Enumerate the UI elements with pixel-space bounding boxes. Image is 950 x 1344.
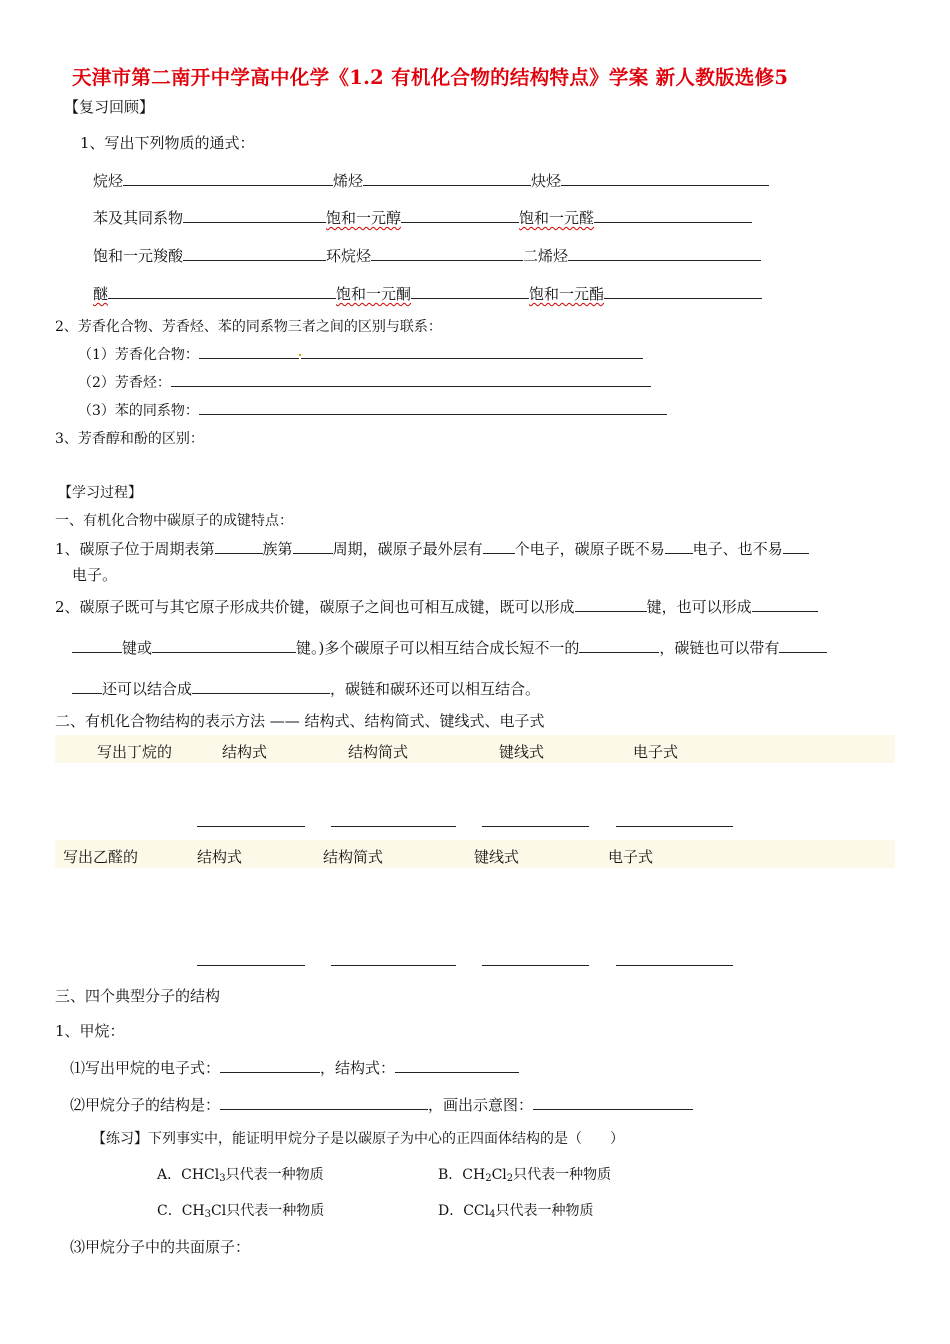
section-3-heading: 三、四个典型分子的结构 [55,987,221,1005]
blank-valence-electrons[interactable] [483,539,515,554]
label-diene: 二烯烃 [523,247,569,265]
butane-blank-lewis[interactable] [616,812,733,827]
butane-col-skeletal: 键线式 [499,743,545,761]
blank-lose[interactable] [783,539,809,554]
formula-row-4 [93,283,762,304]
text: 只代表一种物质 [225,1167,324,1183]
methane-part-2 [70,1094,693,1115]
text: 个电子，碳原子既不易 [514,540,665,558]
blank-alkyne[interactable] [561,171,769,186]
text: C．CH [157,1203,205,1219]
section-1-question-2 [55,596,818,617]
blank-saturated-aldehyde[interactable] [594,208,752,223]
blank-bond-triple[interactable] [152,638,296,653]
section-1-heading: 一、有机化合物中碳原子的成键特点： [55,513,293,529]
label-saturated-ester: 饱和一元酯 [529,285,605,303]
text: ，碳链和碳环还可以相互结合。 [330,680,541,698]
label-alkyne: 炔烃 [531,172,562,190]
blank-benzene-homolog[interactable] [199,402,667,415]
text: ⑴写出甲烷的电子式： [70,1059,221,1077]
question-2-item-3 [78,400,667,420]
subscript: 2 [485,1173,492,1184]
text: Cl只代表一种物质 [211,1203,325,1219]
methane-part-1 [70,1057,519,1078]
blank-bond-double[interactable] [752,597,818,612]
blank-methane-diagram[interactable] [533,1095,693,1110]
butane-blank-skeletal[interactable] [482,812,589,827]
blank-aromatic-hydrocarbon[interactable] [171,374,651,387]
blank-branch-b[interactable] [72,679,102,694]
blank-bond-single[interactable] [575,597,647,612]
text: 1、碳原子位于周期表第 [55,540,215,558]
subscript: 2 [506,1173,514,1184]
section-1-question-2-line-2 [72,637,827,658]
subscript: 4 [489,1209,496,1220]
text: 键。)多个碳原子可以相互结合成长短不一的 [296,639,580,657]
option-d[interactable] [438,1200,594,1220]
question-2-item-1 [78,344,643,364]
acetaldehyde-col-lewis: 电子式 [608,848,654,866]
question-2-item-2 [78,372,651,392]
blank-bond-double-b[interactable] [72,638,122,653]
question-1: 1、写出下列物质的通式： [80,134,255,152]
acetaldehyde-col-structural: 结构式 [197,848,243,866]
text: A．CHCl [157,1167,220,1183]
formula-row-2 [93,207,752,228]
acetaldehyde-blank-condensed[interactable] [331,951,456,966]
text: 电子、也不易 [692,540,783,558]
blank-branch-a[interactable] [779,638,827,653]
blank-alkane[interactable] [123,171,333,186]
blank-benzene-homologs[interactable] [183,208,326,223]
butane-col-condensed: 结构简式 [348,743,409,761]
acetaldehyde-col-skeletal: 键线式 [474,848,520,866]
section-1-question-1 [55,538,809,559]
process-heading: 【学习过程】 [58,485,142,501]
blank-period[interactable] [293,539,333,554]
item-label: （3）苯的同系物： [78,403,199,419]
blank-carbon-chain[interactable] [579,638,659,653]
text: ⑵甲烷分子的结构是： [70,1096,221,1114]
blank-methane-structure[interactable] [220,1095,428,1110]
blank-diene[interactable] [568,246,761,261]
butane-col-structural: 结构式 [222,743,268,761]
section-1-question-2-line-3 [72,678,540,699]
text: D．CCl [438,1203,490,1219]
text: ，碳链也可以带有 [659,639,780,657]
acetaldehyde-blank-lewis[interactable] [616,951,733,966]
label-saturated-ketone: 饱和一元酮 [336,285,412,303]
text: 2、碳原子既可与其它原子形成共价键，碳原子之间也可相互成键，既可以形成 [55,598,575,616]
question-3: 3、芳香醇和酚的区别： [55,431,204,447]
page-title: 天津市第二南开中学高中化学《1.2 有机化合物的结构特点》学案 新人教版选修5 [72,66,789,89]
butane-col-lewis: 电子式 [633,743,679,761]
label-saturated-aldehyde: 饱和一元醛 [519,209,595,227]
label-cycloalkane: 环烷烃 [326,247,372,265]
section-1-question-1-cont: 电子。 [72,566,118,584]
review-heading: 【复习回顾】 [64,98,155,116]
label-alkene: 烯烃 [333,172,364,190]
butane-row-highlight [55,735,895,763]
acetaldehyde-prompt: 写出乙醛的 [63,848,139,866]
option-c[interactable] [157,1200,324,1220]
methane-heading: 1、甲烷： [55,1022,125,1040]
blank-saturated-alcohol[interactable] [401,208,519,223]
text: ，结构式： [320,1059,396,1077]
item-label: （2）芳香烃： [78,375,171,391]
blank-aromatic-compound-b[interactable] [301,346,643,359]
blank-alkene[interactable] [363,171,531,186]
blank-cycloalkane[interactable] [371,246,523,261]
text: 周期，碳原子最外层有 [332,540,483,558]
text: 族第 [262,540,293,558]
blank-group[interactable] [215,539,263,554]
item-label: （1）芳香化合物： [78,347,199,363]
formula-row-3 [93,245,761,266]
blank-methane-structural[interactable] [395,1058,519,1073]
butane-blank-structural[interactable] [197,812,305,827]
text: 还可以结合成 [102,680,193,698]
text: ，画出示意图： [428,1096,534,1114]
blank-carboxylic-acid[interactable] [183,246,326,261]
text: 键或 [122,639,153,657]
acetaldehyde-blank-skeletal[interactable] [482,951,589,966]
text: 只代表一种物质 [513,1167,612,1183]
blank-ether[interactable] [108,284,336,299]
text: Cl [491,1167,507,1183]
section-2-heading: 二、有机化合物结构的表示方法 —— 结构式、结构简式、键线式、电子式 [55,712,545,730]
blank-aromatic-compound-a[interactable] [199,346,299,359]
practice-question: 【练习】下列事实中，能证明甲烷分子是以碳原子为中心的正四面体结构的是（ ） [92,1131,624,1147]
label-saturated-alcohol: 饱和一元醇 [326,209,402,227]
butane-blank-condensed[interactable] [331,812,456,827]
acetaldehyde-blank-structural[interactable] [197,951,305,966]
label-ether: 醚 [93,285,109,303]
option-b[interactable] [438,1164,611,1184]
butane-prompt: 写出丁烷的 [97,743,173,761]
text: 只代表一种物质 [495,1203,594,1219]
question-2: 2、芳香化合物、芳香烃、苯的同系物三者之间的区别与联系： [55,319,442,335]
blank-methane-lewis[interactable] [220,1058,320,1073]
label-benzene-homologs: 苯及其同系物 [93,209,184,227]
blank-saturated-ester[interactable] [604,284,762,299]
methane-part-3: ⑶甲烷分子中的共面原子： [70,1238,251,1256]
formula-row-1 [93,170,769,191]
acetaldehyde-col-condensed: 结构简式 [323,848,384,866]
subscript: 3 [204,1209,212,1220]
text: B．CH [438,1167,486,1183]
blank-carbon-ring[interactable] [192,679,330,694]
blank-gain[interactable] [665,539,693,554]
label-carboxylic-acid: 饱和一元羧酸 [93,247,184,265]
label-alkane: 烷烃 [93,172,124,190]
subscript: 3 [219,1173,226,1184]
text: 键，也可以形成 [646,598,752,616]
option-a[interactable] [157,1164,324,1184]
blank-saturated-ketone[interactable] [411,284,529,299]
